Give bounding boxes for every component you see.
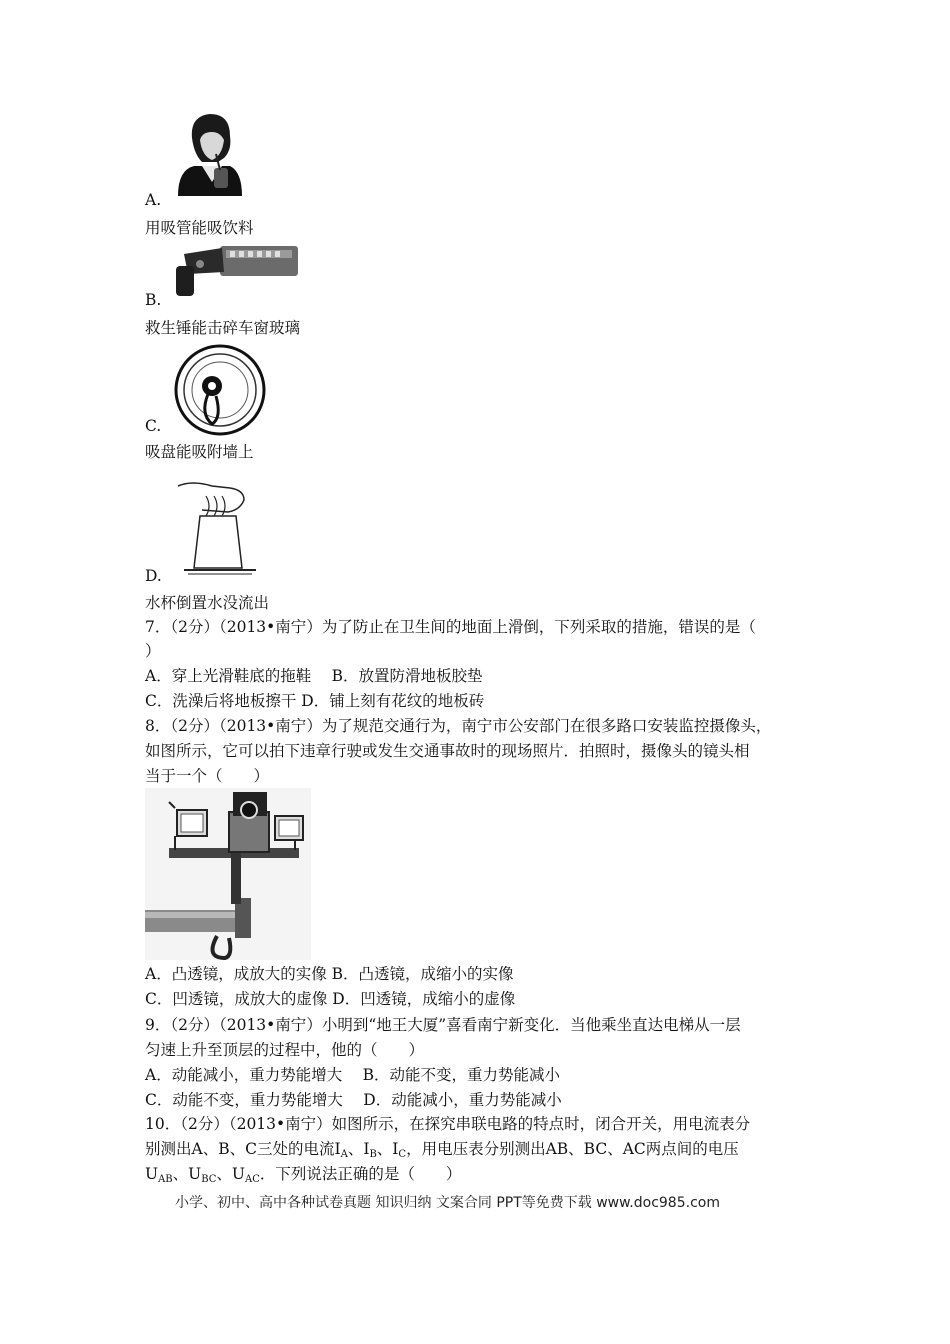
current-sub-b: B bbox=[369, 1149, 377, 1160]
voltage-sub-ab: AB bbox=[158, 1174, 173, 1185]
q10-sep-2: 、I bbox=[376, 1140, 399, 1158]
q10-u2: 、U bbox=[172, 1165, 202, 1183]
q10-line2-text: 别测出A、B、C三处的电流I bbox=[145, 1140, 341, 1158]
q6-option-d-text: 水杯倒置水没流出 bbox=[145, 594, 270, 612]
q10-u1: U bbox=[145, 1165, 159, 1183]
q10-line2-post: ，用电压表分别测出AB、BC、AC两点间的电压 bbox=[406, 1140, 739, 1158]
current-sub-c: C bbox=[398, 1149, 407, 1160]
voltage-sub-ac: AC bbox=[245, 1174, 260, 1185]
traffic-camera-figure bbox=[145, 788, 311, 960]
q10-u3: 、U bbox=[216, 1165, 245, 1183]
q7-stem-line-2: ） bbox=[145, 642, 161, 660]
q9-stem-line-1: 9．（2分）（2013•南宁）小明到“地王大厦”喜看南宁新变化．当他乘坐直达电梯从一层 bbox=[145, 1016, 741, 1034]
straw-drinking-figure bbox=[172, 110, 244, 196]
q6-option-c-text: 吸盘能吸附墙上 bbox=[145, 443, 254, 461]
q6-option-a-text: 用吸管能吸饮料 bbox=[145, 219, 254, 237]
q10-stem-line-3 bbox=[145, 1164, 461, 1184]
q9-options-line-2: C．动能不变，重力势能增大 D．动能减小，重力势能减小 bbox=[145, 1091, 562, 1109]
q7-options-line-2: C．洗澡后将地板擦干 D．铺上刻有花纹的地板砖 bbox=[145, 692, 485, 710]
current-sub-a: A bbox=[340, 1149, 348, 1160]
q6-option-c-letter: C. bbox=[145, 417, 162, 435]
q8-stem-line-2: 如图所示，它可以拍下违章行驶或发生交通事故时的现场照片．拍照时，摄像头的镜头相 bbox=[145, 742, 750, 760]
q8-options-line-1: A．凸透镜，成放大的实像 B．凸透镜，成缩小的实像 bbox=[145, 965, 514, 983]
q6-option-b-letter: B. bbox=[145, 291, 162, 309]
q8-options-line-2: C．凹透镜，成放大的虚像 D．凹透镜，成缩小的虚像 bbox=[145, 990, 516, 1008]
q9-stem-line-2: 匀速上升至顶层的过程中，他的（ ） bbox=[145, 1041, 425, 1059]
q10-sep-1: 、I bbox=[347, 1140, 370, 1158]
q6-option-d-letter: D. bbox=[145, 567, 162, 585]
q6-option-b-text: 救生锤能击碎车窗玻璃 bbox=[145, 319, 301, 337]
q8-stem-line-1: 8．（2分）（2013•南宁）为了规范交通行为，南宁市公安部门在很多路口安装监控摄像头， bbox=[145, 717, 772, 735]
safety-hammer-figure bbox=[170, 240, 302, 298]
q9-options-line-1: A．动能减小，重力势能增大 B．动能不变，重力势能减小 bbox=[145, 1066, 561, 1084]
q10-stem-line-2 bbox=[145, 1139, 739, 1159]
voltage-sub-bc: BC bbox=[201, 1174, 217, 1185]
page-footer: 小学、初中、高中各种试卷真题 知识归纳 文案合同 PPT等免费下载 www.doc985.com bbox=[175, 1195, 720, 1211]
q7-stem-line-1: 7．（2分）（2013•南宁）为了防止在卫生间的地面上滑倒，下列采取的措施，错误的是（ bbox=[145, 618, 756, 636]
q10-line3-post: ．下列说法正确的是（ ） bbox=[259, 1165, 462, 1183]
q7-options-line-1: A．穿上光滑鞋底的拖鞋 B．放置防滑地板胶垫 bbox=[145, 667, 483, 685]
q10-stem-line-1: 10．（2分）（2013•南宁）如图所示，在探究串联电路的特点时，闭合开关，用电流表分 bbox=[145, 1115, 751, 1133]
q6-option-a-letter: A. bbox=[145, 191, 162, 209]
q8-stem-line-3: 当于一个（ ） bbox=[145, 767, 270, 785]
suction-cup-figure bbox=[172, 344, 268, 436]
inverted-cup-figure bbox=[172, 466, 262, 578]
